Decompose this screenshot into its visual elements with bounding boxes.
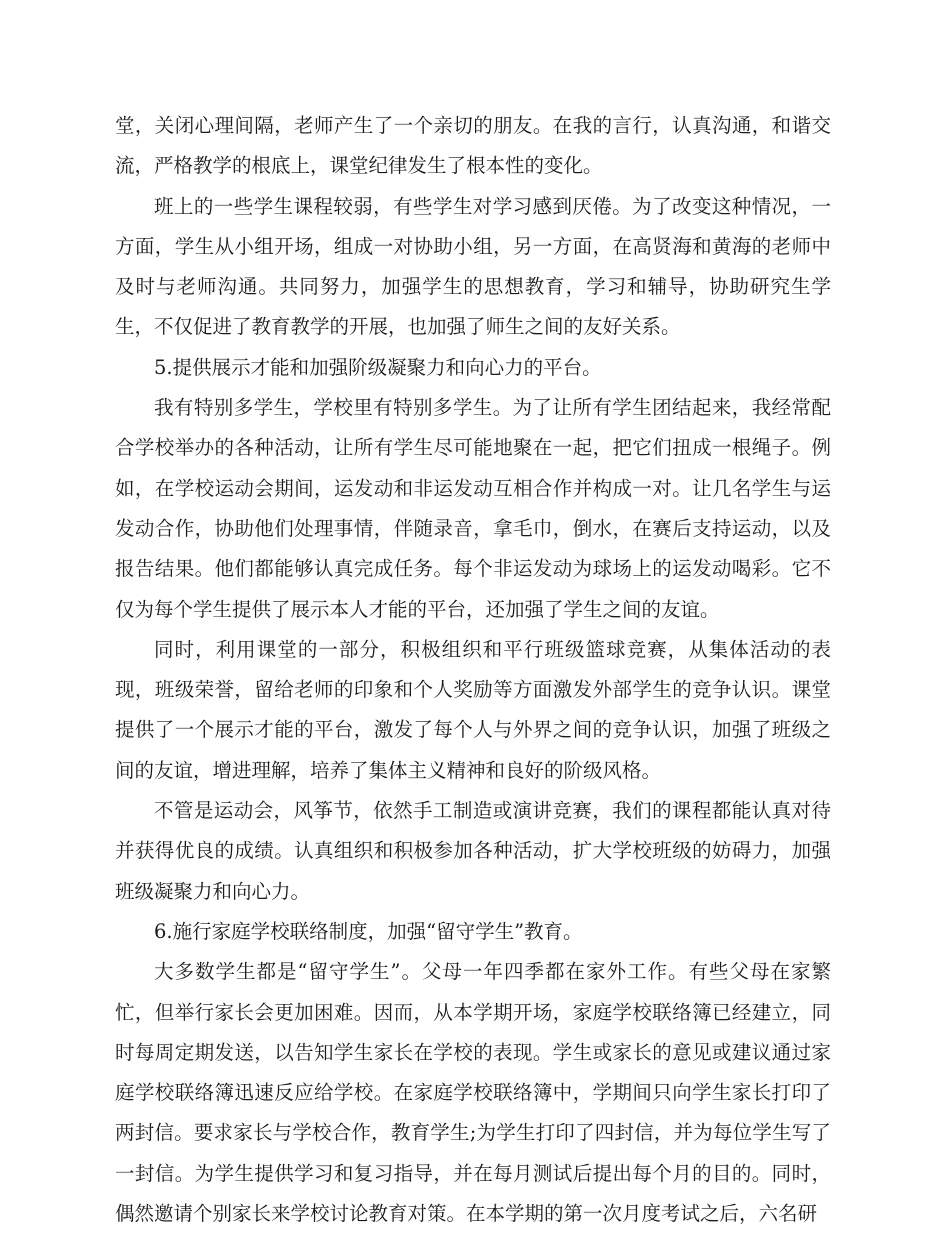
- paragraph: 班上的一些学生课程较弱，有些学生对学习感到厌倦。为了改变这种情况，一方面，学生从小组开场，组成一对协助小组，另一方面，在高贤海和黄海的老师中及时与老师沟通。共同努力，加强学生的思想教育，学习和辅导，协助研究生学生，不仅促进了教育教学的开展，也加强了师生之间的友好关系。: [115, 194, 831, 339]
- document-body: [115, 106, 831, 1234]
- paragraph: 我有特别多学生，学校里有特别多学生。为了让所有学生团结起来，我经常配合学校举办的各种活动，让所有学生尽可能地聚在一起，把它们扭成一根绳子。例如，在学校运动会期间，运发动和非运发动互相合作并构成一对。让几名学生与运发动合作，协助他们处理事情，伴随录音，拿毛巾，倒水，在赛后支持运动，以及报告结果。他们都能够认真完成任务。每个非运发动为球场上的运发动喝彩。它不仅为每个学生提供了展示本人才能的平台，还加强了学生之间的友谊。: [115, 396, 831, 621]
- paragraph: 同时，利用课堂的一部分，积极组织和平行班级篮球竞赛，从集体活动的表现，班级荣誉，留给老师的印象和个人奖励等方面激发外部学生的竞争认识。课堂提供了一个展示才能的平台，激发了每个人与外界之间的竞争认识，加强了班级之间的友谊，增进理解，培养了集体主义精神和良好的阶级风格。: [115, 637, 831, 782]
- paragraph-continued: 堂，关闭心理间隔，老师产生了一个亲切的朋友。在我的言行，认真沟通，和谐交流，严格教学的根底上，课堂纪律发生了根本性的变化。: [115, 114, 831, 178]
- section-heading: 5.提供展示才能和加强阶级凝聚力和向心力的平台。: [154, 355, 602, 379]
- paragraph: 大多数学生都是“留守学生”。父母一年四季都在家外工作。有些父母在家繁忙，但举行家长会更加困难。因而，从本学期开场，家庭学校联络簿已经建立，同时每周定期发送，以告知学生家长在学校的表现。学生或家长的意见或建议通过家庭学校联络簿迅速反应给学校。在家庭学校联络簿中，学期间只向学生家长打印了两封信。要求家长与学校合作，教育学生;为学生打印了四封信，并为每位学生写了一封信。为学生提供学习和复习指导，并在每月测试后提出每个月的目的。同时，偶然邀请个别家长来学校讨论教育对策。在本学期的第一次月度考试之后，六名研: [115, 960, 831, 1226]
- section-heading: 6.施行家庭学校联络制度，加强“留守学生”教育。: [154, 919, 583, 943]
- paragraph: 不管是运动会，风筝节，依然手工制造或演讲竞赛，我们的课程都能认真对待并获得优良的成绩。认真组织和积极参加各种活动，扩大学校班级的妨碍力，加强班级凝聚力和向心力。: [115, 799, 831, 903]
